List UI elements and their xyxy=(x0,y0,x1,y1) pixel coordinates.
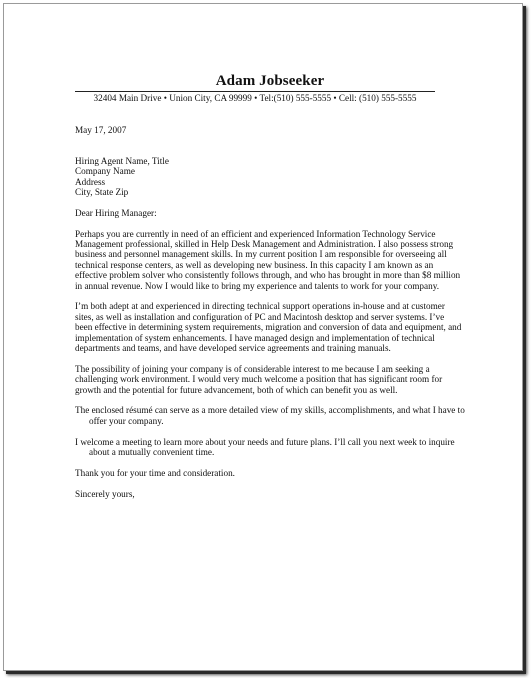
paragraph-line: offer your company. xyxy=(89,415,164,426)
paragraph-line: been effective in determining system requirements, migration and conversion of data and equipment, and xyxy=(75,322,462,333)
paragraph-4 xyxy=(75,405,465,426)
paragraph-line: effective problem solver who consistently follows through, and who has brought in more than $8 million xyxy=(75,270,461,281)
paragraph-line: challenging work environment. I would very much welcome a position that has significant room for xyxy=(75,374,443,385)
sender-name: Adam Jobseeker xyxy=(215,73,325,89)
paragraph-line: business and personnel management skills. In my current position I am responsible for overseeing all xyxy=(75,249,447,260)
paragraph-line: technical response centers, as well as developing new business. In this capacity I am known as an xyxy=(75,259,434,270)
paragraph-line: Thank you for your time and consideration. xyxy=(75,467,235,478)
letter-body xyxy=(75,125,465,499)
salutation: Dear Hiring Manager: xyxy=(75,207,157,218)
sender-contact-line: 32404 Main Drive • Union City, CA 99999 • Tel:(510) 555-5555 • Cell: (510) 555-5555 xyxy=(75,91,435,104)
paragraph-line: departments and teams, and have developed service agreements and training manuals. xyxy=(75,343,391,354)
paragraph-line: about a mutually convenient time. xyxy=(89,447,215,458)
letter-page xyxy=(3,3,523,671)
paragraph-line: in annual revenue. Now I would like to bring my experience and talents to work for your company. xyxy=(75,280,439,291)
recipient-line: Hiring Agent Name, Title xyxy=(75,155,169,166)
paragraph-line: Management professional, skilled in Help Desk Management and Administration. I also possess strong xyxy=(75,239,454,250)
recipient-line: Address xyxy=(75,176,106,187)
closing: Sincerely yours, xyxy=(75,488,135,499)
recipient-block xyxy=(75,156,465,198)
paragraph-line: I’m both adept at and experienced in directing technical support operations in-house and at customer xyxy=(75,301,445,312)
paragraph-line: implementation of system enhancements. I have managed design and implementation of technical xyxy=(75,332,435,343)
paragraph-5 xyxy=(75,437,465,458)
paragraph-2 xyxy=(75,301,465,353)
paragraph-line: Perhaps you are currently in need of an efficient and experienced Information Technology Service xyxy=(75,228,436,239)
paragraph-line: The possibility of joining your company is of considerable interest to me because I am seeking a xyxy=(75,363,430,374)
paragraph-1 xyxy=(75,229,465,291)
recipient-line: City, State Zip xyxy=(75,187,129,198)
letter-date: May 17, 2007 xyxy=(75,125,127,135)
paragraph-line: I welcome a meeting to learn more about your needs and future plans. I’ll call you next week to inquire xyxy=(75,436,455,447)
paragraph-6 xyxy=(75,468,465,478)
recipient-line: Company Name xyxy=(75,166,135,177)
paragraph-line: sites, as well as installation and configuration of PC and Macintosh desktop and server systems. I’ve xyxy=(75,311,445,322)
paragraph-3 xyxy=(75,364,465,395)
paragraph-line: growth and the potential for future advancement, both of which can benefit you as well. xyxy=(75,384,398,395)
paragraph-line: The enclosed résumé can serve as a more detailed view of my skills, accomplishments, and what I have to xyxy=(75,405,465,416)
letterhead xyxy=(4,73,522,103)
